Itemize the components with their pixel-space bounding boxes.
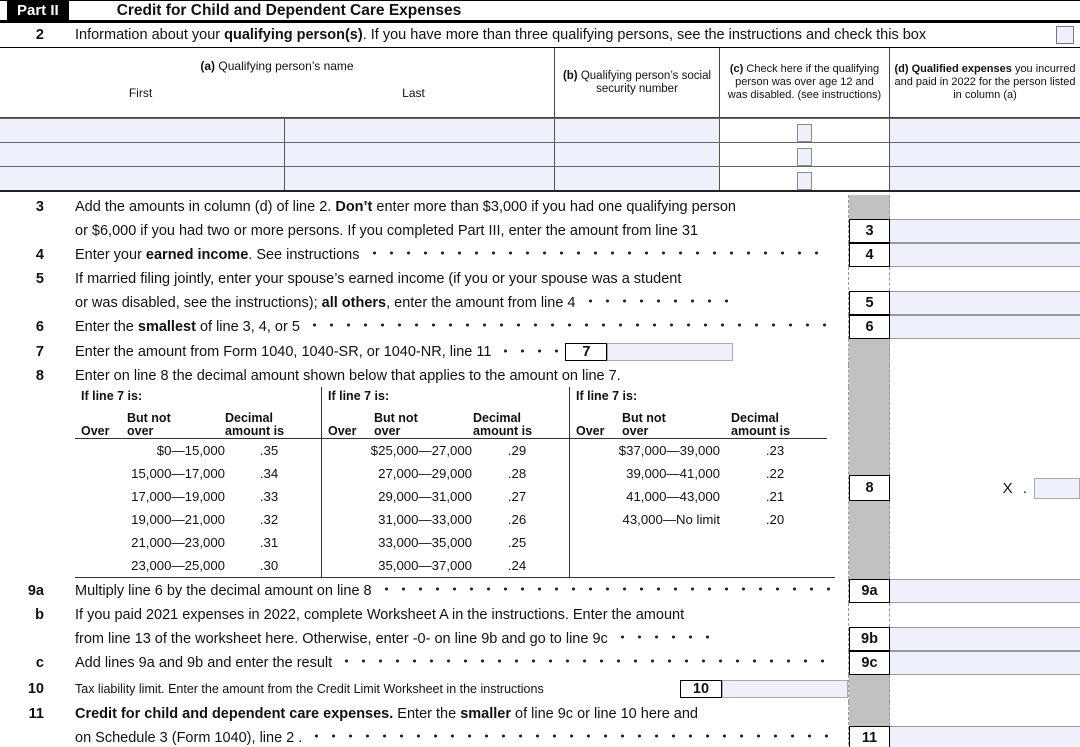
line-5-amount-field[interactable]	[890, 291, 1080, 315]
dot-leader	[344, 657, 832, 665]
line-11-amount-field[interactable]	[890, 726, 1080, 747]
line-5-box: 5	[849, 291, 890, 315]
decimal-row: 17,000—19,000 .33	[131, 489, 279, 504]
shaded-cell	[849, 387, 890, 475]
decimal-row: 43,000—No limit .20	[622, 512, 785, 527]
form-line-8: 8 Enter on line 8 the decimal amount shown below that applies to the amount on line 7.	[0, 365, 1080, 387]
line-10-box: 10	[680, 680, 722, 698]
decimal-subtable-3: If line 7 is: Over But not over Decimal amount is $37,000—39,000 .23 39,000—41,000 .22 41,000—43,000 .21 43,000—No limit .20	[570, 387, 827, 577]
line-6-box: 6	[849, 315, 890, 339]
shaded-cell	[849, 195, 890, 219]
line-2-number: 2	[35, 27, 44, 43]
form-line-9a: 9a Multiply line 6 by the decimal amount on line 8 9a	[0, 579, 1080, 603]
line-6-text: Enter the smallest of line 3, 4, or 5	[75, 319, 848, 335]
line-10-amount-field[interactable]	[722, 680, 848, 698]
table-row	[0, 166, 1080, 190]
more-than-three-checkbox[interactable]	[1056, 26, 1074, 44]
shaded-cell	[849, 675, 890, 702]
form-line-4: 4 Enter your earned income. See instructions 4	[0, 243, 1080, 267]
dot-leader	[620, 633, 716, 641]
disabled-checkbox[interactable]	[797, 124, 812, 142]
decimal-row: 19,000—21,000 .32	[131, 512, 279, 527]
form-line-11: 11 Credit for child and dependent care expenses. Enter the smaller of line 9c or line 10 here and on Schedule 3 (Form 1040), line 2 . 11	[0, 702, 1080, 747]
part-header	[0, 1, 1080, 23]
decimal-subtable-1: If line 7 is: Over But not over Decimal amount is $0—15,000 .35 15,000—17,000 .34 17,000—19,000 .33 19,000—21,000 .32 21,000—23,000 .31 23,000—25,000 .30	[75, 387, 322, 577]
table-row	[0, 142, 1080, 166]
line-11-box: 11	[849, 726, 890, 747]
decimal-row: $0—15,000 .35	[156, 443, 279, 458]
disabled-checkbox-cell	[720, 143, 890, 166]
line-3-box: 3	[849, 219, 890, 243]
decimal-row: $25,000—27,000 .29	[370, 443, 527, 458]
line-7-text: Enter the amount from Form 1040, 1040-SR, or 1040-NR, line 11 7	[75, 343, 848, 361]
line-9b-amount-field[interactable]	[890, 627, 1080, 651]
line-11-text: Credit for child and dependent care expenses. Enter the smaller of line 9c or line 10 here and	[75, 706, 698, 722]
line-6-amount-field[interactable]	[890, 315, 1080, 339]
line-2	[0, 23, 1080, 48]
decimal-table	[75, 387, 835, 578]
line-8-text: Enter on line 8 the decimal amount shown below that applies to the amount on line 7.	[75, 368, 621, 384]
last-name-field[interactable]	[285, 119, 555, 142]
first-name-field[interactable]	[0, 167, 285, 190]
line-8-decimal-field[interactable]	[1034, 478, 1080, 499]
ssn-field[interactable]	[555, 119, 720, 142]
decimal-row: 41,000—43,000 .21	[626, 489, 785, 504]
form-line-9c: c Add lines 9a and 9b and enter the result 9c	[0, 651, 1080, 675]
last-name-field[interactable]	[285, 167, 555, 190]
col-b-header: (b) Qualifying person’s social security number	[555, 48, 720, 117]
line-7-amount-field[interactable]	[607, 343, 733, 361]
col-d-header: (d) Qualified expenses you incurred and paid in 2022 for the person listed in column (a)	[894, 63, 1076, 101]
part-title: Credit for Child and Dependent Care Expenses	[116, 2, 462, 19]
line-9b-text: If you paid 2021 expenses in 2022, complete Worksheet A in the instructions. Enter the amount	[75, 607, 685, 623]
ssn-field[interactable]	[555, 143, 720, 166]
decimal-row: 23,000—25,000 .30	[131, 558, 279, 573]
form-line-7: 7 Enter the amount from Form 1040, 1040-SR, or 1040-NR, line 11 7	[0, 339, 1080, 365]
decimal-x-label: X .	[1002, 479, 1030, 497]
col-c-header: (c) Check here if the qualifying person was over age 12 and was disabled. (see instructions)	[720, 48, 890, 117]
line-9a-amount-field[interactable]	[890, 579, 1080, 603]
line-4-amount-field[interactable]	[890, 243, 1080, 267]
disabled-checkbox-cell	[720, 119, 890, 142]
dot-leader	[588, 297, 738, 305]
decimal-row: 39,000—41,000 .22	[626, 466, 785, 481]
shaded-cell	[849, 501, 890, 579]
decimal-row: 15,000—17,000 .34	[131, 466, 279, 481]
disabled-checkbox[interactable]	[797, 172, 812, 190]
col-a-header: (a) Qualifying person’s name First Last	[0, 48, 555, 117]
dot-leader	[314, 732, 832, 740]
line-8-box: 8	[849, 475, 890, 501]
decimal-row: 31,000—33,000 .26	[378, 512, 527, 527]
line-9c-box: 9c	[849, 651, 890, 675]
dot-leader	[384, 585, 832, 593]
dot-leader	[372, 249, 833, 257]
dot-leader	[503, 347, 559, 355]
form-line-9b: b If you paid 2021 expenses in 2022, complete Worksheet A in the instructions. Enter the amount from line 13 of the worksheet here. Otherwise, enter -0- on line 9b and go to line 9c 9b	[0, 603, 1080, 651]
first-name-field[interactable]	[0, 119, 285, 142]
decimal-row: 27,000—29,000 .28	[378, 466, 527, 481]
qualified-expenses-field[interactable]	[890, 167, 1080, 190]
decimal-row: $37,000—39,000 .23	[618, 443, 785, 458]
first-label: First	[128, 86, 153, 100]
decimal-row: 29,000—31,000 .27	[378, 489, 527, 504]
first-name-field[interactable]	[0, 143, 285, 166]
line-5-text: If married filing jointly, enter your spouse’s earned income (if you or your spouse was a student	[75, 271, 682, 287]
dot-leader	[312, 321, 832, 329]
table-header	[0, 48, 1080, 118]
line-10-text: Tax liability limit. Enter the amount from the Credit Limit Worksheet in the instructions 10	[75, 680, 848, 698]
last-name-field[interactable]	[285, 143, 555, 166]
form-line-6: 6 Enter the smallest of line 3, 4, or 5 6	[0, 315, 1080, 339]
last-label: Last	[402, 86, 425, 100]
disabled-checkbox[interactable]	[797, 148, 812, 166]
line-4-text: Enter your earned income. See instructions	[75, 247, 848, 263]
form-line-3: 3 Add the amounts in column (d) of line 2. Don’t enter more than $3,000 if you had one qualifying person or $6,000 if you had two or more persons. If you completed Part III, enter the amount from line 31 3	[0, 195, 1080, 243]
qualifying-persons-table	[0, 48, 1080, 192]
form-line-5: 5 If married filing jointly, enter your spouse’s earned income (if you or your spouse was a student or was disabled, see the instructions); all others, enter the amount from line 4 5	[0, 267, 1080, 315]
line-9a-text: Multiply line 6 by the decimal amount on line 8	[75, 583, 848, 599]
qualified-expenses-field[interactable]	[890, 143, 1080, 166]
line-4-box: 4	[849, 243, 890, 267]
line-9c-amount-field[interactable]	[890, 651, 1080, 675]
shaded-cell	[849, 702, 890, 726]
decimal-row: 35,000—37,000 .24	[378, 558, 527, 573]
form-line-10: 10 Tax liability limit. Enter the amount from the Credit Limit Worksheet in the instructions 10	[0, 675, 1080, 702]
line-number: 3	[35, 199, 44, 215]
line-9a-box: 9a	[849, 579, 890, 603]
line-3-text: Add the amounts in column (d) of line 2. Don’t enter more than $3,000 if you had one qualifying person	[75, 199, 736, 215]
line-9c-text: Add lines 9a and 9b and enter the result	[75, 655, 848, 671]
shaded-cell	[849, 339, 890, 365]
decimal-subtable-2: If line 7 is: Over But not over Decimal amount is $25,000—27,000 .29 27,000—29,000 .28 29,000—31,000 .27 31,000—33,000 .26 33,000—35,000 .25 35,000—37,000 .24	[322, 387, 570, 577]
decimal-table-section	[0, 387, 1080, 579]
part-label: Part II	[7, 1, 69, 20]
decimal-row: 21,000—23,000 .31	[131, 535, 279, 550]
ssn-field[interactable]	[555, 167, 720, 190]
table-row	[0, 118, 1080, 142]
shaded-cell	[849, 365, 890, 387]
line-7-box: 7	[565, 343, 607, 361]
line-9b-box: 9b	[849, 627, 890, 651]
line-2-text: Information about your qualifying person(s). If you have more than three qualifying persons, see the instructions and check this box	[75, 27, 927, 43]
disabled-checkbox-cell	[720, 167, 890, 190]
qualified-expenses-field[interactable]	[890, 119, 1080, 142]
line-3-amount-field[interactable]	[890, 219, 1080, 243]
decimal-row: 33,000—35,000 .25	[378, 535, 527, 550]
